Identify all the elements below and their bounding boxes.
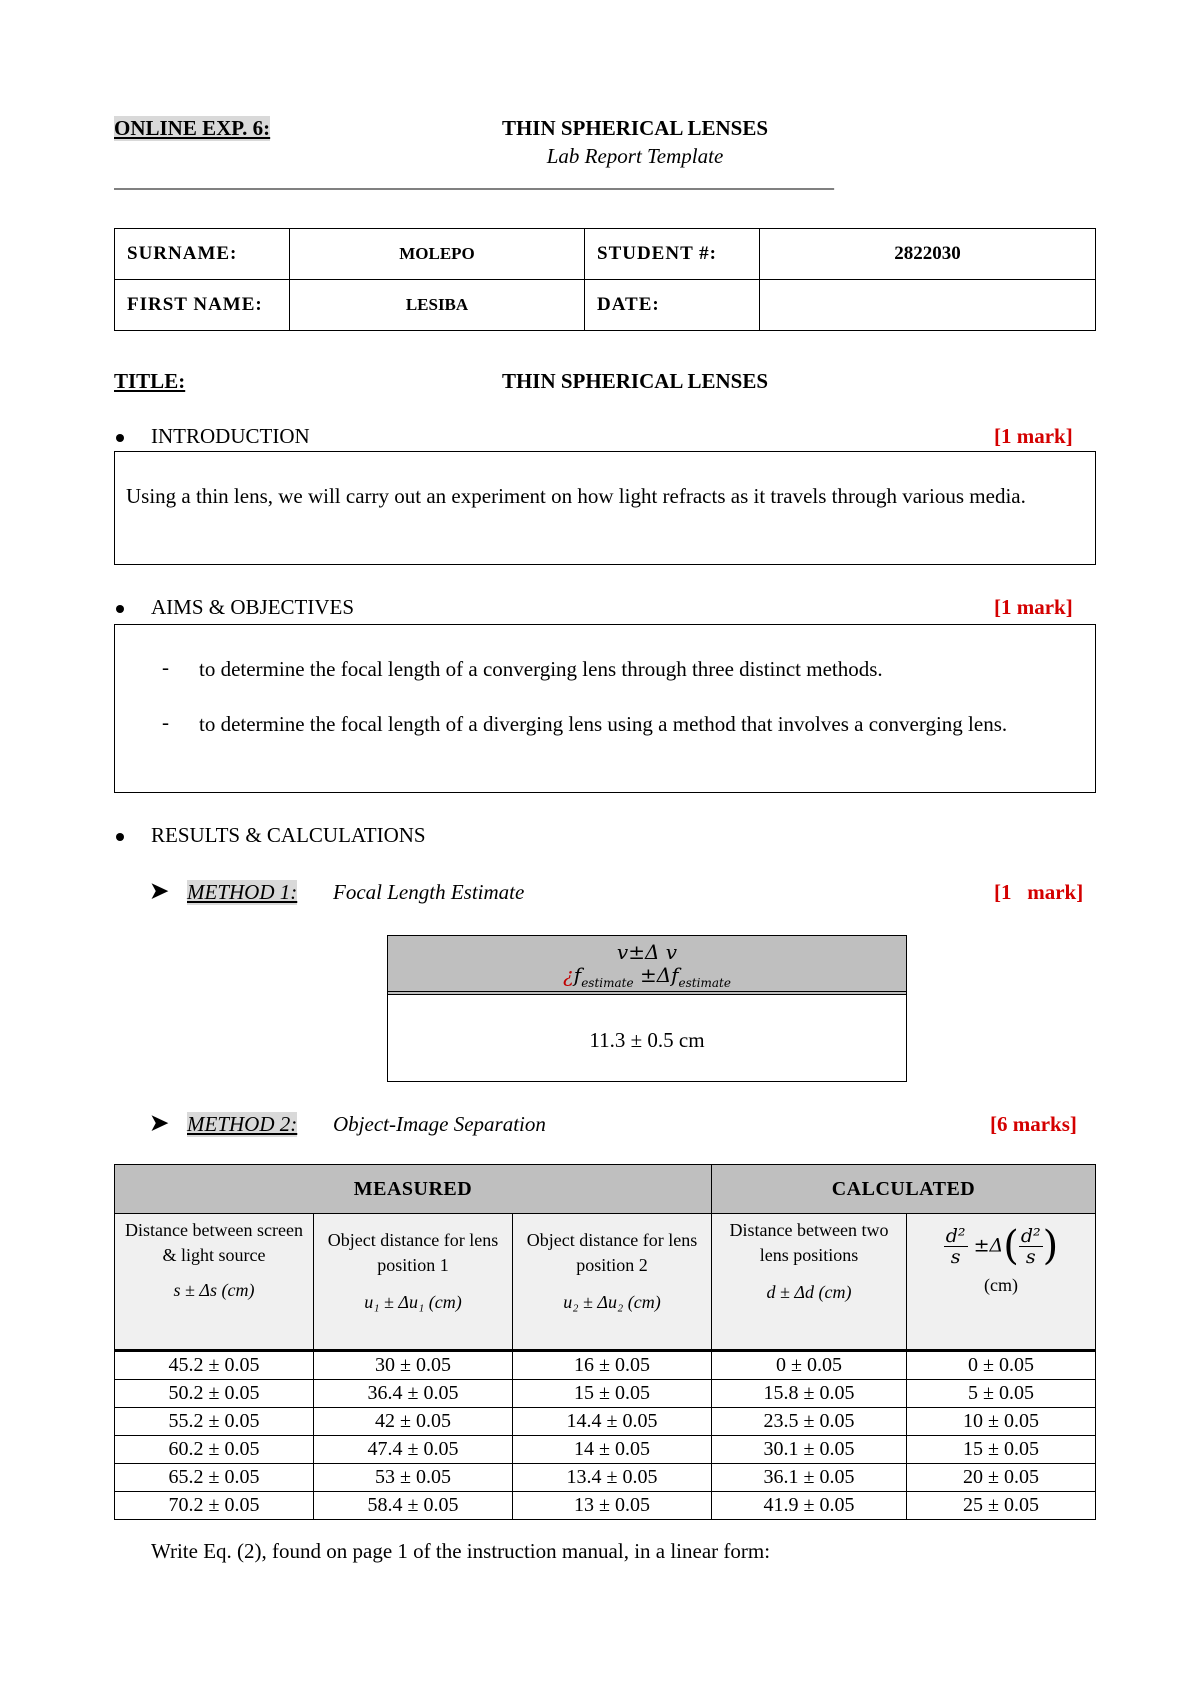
table-cell: 15 ± 0.05 [907, 1436, 1096, 1464]
col-header-u2 [513, 1214, 712, 1351]
introduction-text: Using a thin lens, we will carry out an experiment on how light refracts as it travels through various media. [126, 484, 1026, 508]
table-cell: 41.9 ± 0.05 [712, 1492, 907, 1520]
first-name-label: FIRST NAME: [115, 280, 290, 331]
formula-sub: estimate [678, 976, 731, 990]
focal-estimate-header [388, 936, 906, 995]
bullet-icon [116, 833, 124, 841]
table-cell: 47.4 ± 0.05 [314, 1436, 513, 1464]
results-heading: RESULTS & CALCULATIONS [151, 823, 426, 847]
measured-header: MEASURED [115, 1165, 712, 1214]
table-cell: 36.4 ± 0.05 [314, 1380, 513, 1408]
col-header-text: Distance between two lens positions [729, 1220, 889, 1265]
table-cell: 36.1 ± 0.05 [712, 1464, 907, 1492]
formula-glyph: ¿ [563, 963, 574, 987]
first-name-value: LESIBA [290, 280, 585, 331]
col-header-text: Distance between screen & light source [125, 1220, 303, 1265]
frac-den: s [950, 1246, 961, 1268]
introduction-heading: INTRODUCTION [151, 424, 310, 448]
aim-dash: - [162, 710, 169, 734]
formula-line1: v±Δ v [616, 940, 678, 964]
table-cell: 70.2 ± 0.05 [115, 1492, 314, 1520]
aims-heading: AIMS & OBJECTIVES [151, 595, 355, 619]
introduction-mark: [1 mark] [994, 424, 1073, 448]
formula-f: f [573, 963, 582, 987]
surname-value: MOLEPO [290, 229, 585, 280]
table-cell: 25 ± 0.05 [907, 1492, 1096, 1520]
frac-num: d² [945, 1225, 966, 1247]
table-cell: 16 ± 0.05 [513, 1351, 712, 1380]
col-header-text: Object distance for lens position 1 [327, 1230, 499, 1275]
table-cell: 60.2 ± 0.05 [115, 1436, 314, 1464]
aim-item: to determine the focal length of a diverging lens using a method that involves a converging lens. [199, 712, 1008, 736]
method1-name: Focal Length Estimate [333, 880, 525, 904]
table-cell: 65.2 ± 0.05 [115, 1464, 314, 1492]
table-cell: 55.2 ± 0.05 [115, 1408, 314, 1436]
frac-den: s [1025, 1246, 1036, 1268]
col-header-d [712, 1214, 907, 1351]
method2-mark: [6 marks] [990, 1112, 1077, 1136]
focal-estimate-value: 11.3 ± 0.5 cm [589, 1028, 705, 1052]
table-cell: 13 ± 0.05 [513, 1492, 712, 1520]
date-label: DATE: [585, 280, 760, 331]
arrow-icon: ➤ [150, 878, 169, 903]
formula-line2 [388, 964, 906, 994]
table-row [115, 1408, 1096, 1436]
aim-item: to determine the focal length of a converging lens through three distinct methods. [199, 657, 883, 681]
col-header-symbol: d ± Δd (cm) [766, 1282, 852, 1302]
introduction-box [114, 451, 1096, 565]
table-cell: 5 ± 0.05 [907, 1380, 1096, 1408]
method1-label: METHOD 1: [187, 880, 298, 904]
header-rule: ________________________________________________________________________ [114, 170, 834, 192]
focal-estimate-box [387, 935, 907, 1082]
col-header-text: Object distance for lens position 2 [526, 1230, 698, 1275]
col-header-u1 [314, 1214, 513, 1351]
table-cell: 10 ± 0.05 [907, 1408, 1096, 1436]
table-cell: 13.4 ± 0.05 [513, 1464, 712, 1492]
table-cell: 15.8 ± 0.05 [712, 1380, 907, 1408]
method2-table [114, 1164, 1096, 1520]
table-cell: 45.2 ± 0.05 [115, 1351, 314, 1380]
student-number-label: STUDENT #: [585, 229, 760, 280]
student-info-table [114, 228, 1096, 331]
col-header-d2-over-s [907, 1214, 1096, 1351]
table-cell: 15 ± 0.05 [513, 1380, 712, 1408]
table-cell: 58.4 ± 0.05 [314, 1492, 513, 1520]
table-row [115, 1380, 1096, 1408]
table-cell: 42 ± 0.05 [314, 1408, 513, 1436]
table-cell: 20 ± 0.05 [907, 1464, 1096, 1492]
formula-pm: ±Δ [973, 1234, 1004, 1257]
col-header-s [115, 1214, 314, 1351]
linear-form-instruction: Write Eq. (2), found on page 1 of the instruction manual, in a linear form: [151, 1539, 771, 1563]
bullet-icon [116, 605, 124, 613]
col-header-formula: $\frac{\text{d²}}{s}$ ±Δ( $\frac{\text{d²}}{s}$ ) [945, 1223, 1059, 1269]
method1-mark: [1 mark] [994, 880, 1084, 904]
bullet-icon [116, 434, 124, 442]
col-header-symbol: u₁ ± Δu₁ (cm) [364, 1292, 462, 1312]
method2-label: METHOD 2: [187, 1112, 298, 1136]
col-header-unit: (cm) [984, 1275, 1018, 1295]
formula-f: f [671, 963, 679, 987]
table-cell: 0 ± 0.05 [712, 1351, 907, 1380]
frac-num: d² [1020, 1225, 1041, 1247]
aims-mark: [1 mark] [994, 595, 1073, 619]
title-value: THIN SPHERICAL LENSES [501, 369, 769, 393]
table-cell: 14.4 ± 0.05 [513, 1408, 712, 1436]
aims-box [114, 624, 1096, 793]
table-cell: 14 ± 0.05 [513, 1436, 712, 1464]
col-header-symbol: u₂ ± Δu₂ (cm) [563, 1292, 661, 1312]
calculated-header: CALCULATED [712, 1165, 1096, 1214]
table-row [115, 1436, 1096, 1464]
table-cell: 50.2 ± 0.05 [115, 1380, 314, 1408]
surname-label: SURNAME: [115, 229, 290, 280]
table-cell: 0 ± 0.05 [907, 1351, 1096, 1380]
arrow-icon: ➤ [150, 1110, 169, 1135]
table-row [115, 1351, 1096, 1380]
formula-sub: estimate [581, 976, 634, 990]
document-subtitle: Lab Report Template [546, 144, 724, 168]
table-row [115, 1464, 1096, 1492]
document-title: THIN SPHERICAL LENSES [501, 116, 769, 140]
formula-pm: ±Δ [639, 963, 672, 987]
table-row [115, 1492, 1096, 1520]
method2-name: Object-Image Separation [333, 1112, 546, 1136]
student-number-value: 2822030 [760, 229, 1096, 280]
table-cell: 23.5 ± 0.05 [712, 1408, 907, 1436]
date-value [760, 280, 1096, 331]
title-label: TITLE: [114, 369, 186, 393]
experiment-label: ONLINE EXP. 6: [114, 116, 271, 140]
table-cell: 30.1 ± 0.05 [712, 1436, 907, 1464]
table-cell: 53 ± 0.05 [314, 1464, 513, 1492]
aim-dash: - [162, 655, 169, 679]
table-cell: 30 ± 0.05 [314, 1351, 513, 1380]
col-header-symbol: s ± Δs (cm) [173, 1280, 255, 1300]
